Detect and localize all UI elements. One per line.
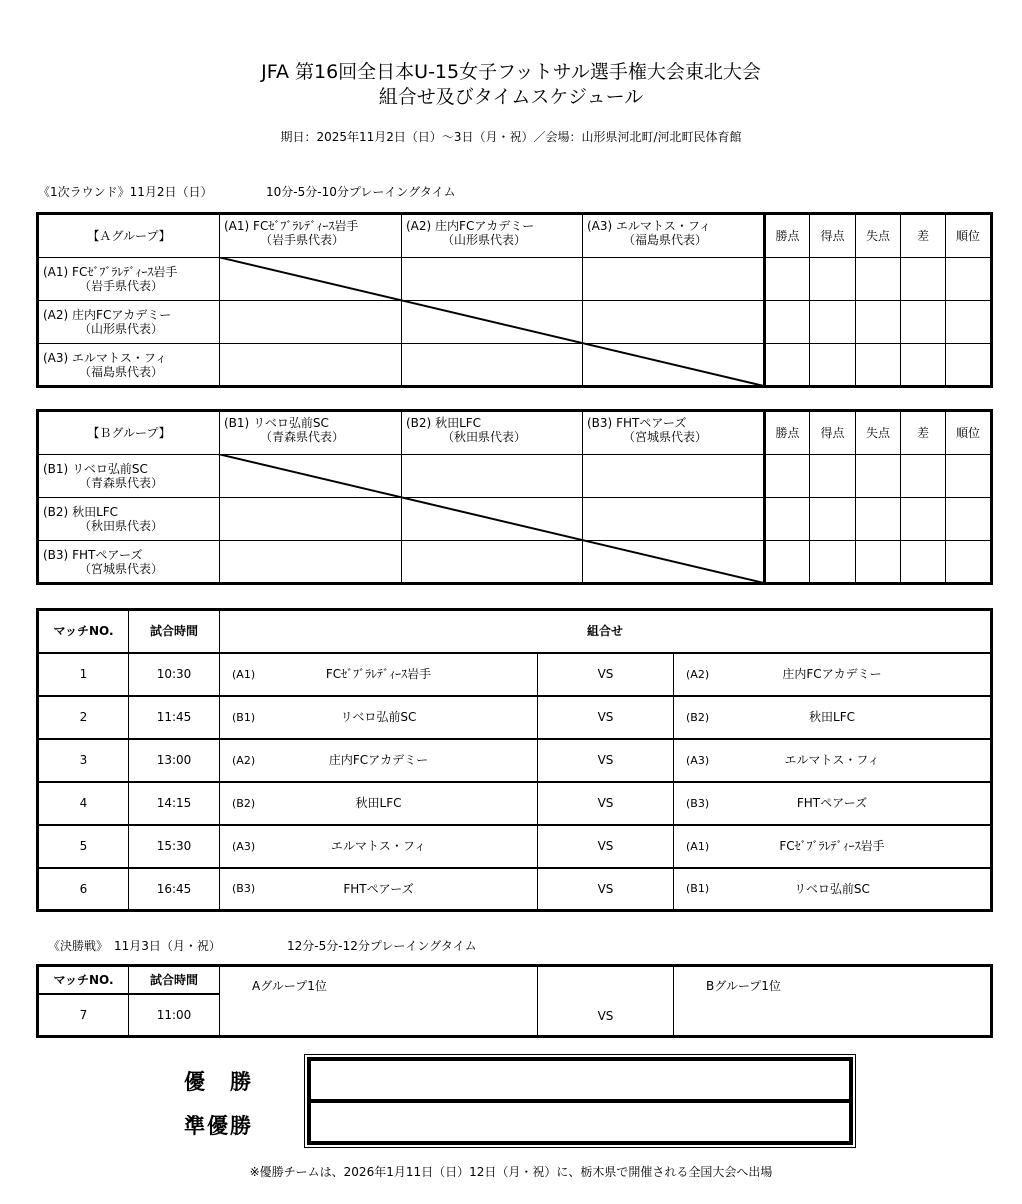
match-no: 5 [38, 825, 129, 868]
stat-header-difference: 差 [901, 214, 946, 258]
home-team-code: (B1) [232, 710, 256, 724]
match-no: 1 [38, 653, 129, 696]
stat-cell[interactable] [856, 455, 901, 498]
stat-header-goals-against: 失点 [856, 411, 901, 455]
away-team-code: (A1) [686, 839, 710, 853]
home-team-code: (B3) [232, 882, 256, 896]
group-b-diagonal-line [218, 454, 764, 585]
away-team [674, 653, 992, 696]
match-time: 14:15 [129, 782, 220, 825]
match-no: 6 [38, 868, 129, 911]
group-a-col-team-2: (A2) 庄内FCアカデミー （山形県代表） [402, 214, 583, 258]
home-team [220, 868, 538, 911]
stat-header-goals-against: 失点 [856, 214, 901, 258]
stat-cell[interactable] [810, 344, 856, 387]
away-team-name: エルマトス・フィ [784, 753, 880, 767]
away-team-name: FHTペアーズ [796, 796, 868, 810]
group-b-row-team-3: (B3) FHTペアーズ （宮城県代表） [38, 541, 220, 584]
final-header-match-no: マッチNO. [38, 966, 129, 994]
match-row [38, 739, 992, 782]
stat-cell[interactable] [810, 541, 856, 584]
away-team [674, 868, 992, 911]
vs-label: VS [538, 739, 674, 782]
home-team-code: (A3) [232, 839, 256, 853]
home-team [220, 825, 538, 868]
vs-label: VS [538, 868, 674, 911]
stat-cell[interactable] [765, 258, 810, 301]
stat-cell[interactable] [765, 344, 810, 387]
stat-header-rank: 順位 [946, 214, 992, 258]
group-b-title: 【Ｂグループ】 [38, 411, 220, 455]
header-match-time: 試合時間 [129, 610, 220, 653]
stat-cell[interactable] [765, 301, 810, 344]
stat-cell[interactable] [946, 301, 992, 344]
stat-header-points: 勝点 [765, 411, 810, 455]
group-a-row-team-1: (A1) FCｾﾞﾌﾞﾗﾚﾃﾞｨｰｽ岩手 （岩手県代表） [38, 258, 220, 301]
stat-cell[interactable] [901, 541, 946, 584]
stat-cell[interactable] [810, 455, 856, 498]
stat-cell[interactable] [901, 344, 946, 387]
match-row [38, 825, 992, 868]
event-info: 期日：2025年11月2日（日）～3日（月・祝）／会場：山形県河北町/河北町民体育館 [280, 130, 742, 144]
match-time: 13:00 [129, 739, 220, 782]
home-team-name: FCｾﾞﾌﾞﾗﾚﾃﾞｨｰｽ岩手 [325, 667, 432, 681]
vs-label: VS [538, 696, 674, 739]
home-team-code: (A2) [232, 753, 256, 767]
home-team [220, 782, 538, 825]
final-match-no: 7 [38, 994, 129, 1037]
stat-cell[interactable] [946, 498, 992, 541]
stat-cell[interactable] [810, 258, 856, 301]
match-time: 11:45 [129, 696, 220, 739]
page-title: JFA 第16回全日本U-15女子フットサル選手権大会東北大会 [261, 61, 761, 83]
group-b-col-team-2: (B2) 秋田LFC （秋田県代表） [402, 411, 583, 455]
final-label: 《決勝戦》 11月3日（月・祝） [48, 939, 221, 953]
stat-cell[interactable] [765, 498, 810, 541]
stat-cell[interactable] [901, 258, 946, 301]
group-b-col-team-1: (B1) リベロ弘前SC （青森県代表） [220, 411, 402, 455]
home-team [220, 739, 538, 782]
stat-cell[interactable] [901, 301, 946, 344]
stat-cell[interactable] [856, 541, 901, 584]
winner-label: 優 勝 [184, 1070, 253, 1094]
group-a-row-team-3: (A3) エルマトス・フィ （福島県代表） [38, 344, 220, 387]
header-match-no: マッチNO. [38, 610, 129, 653]
round1-playing-time: 10分-5分-10分プレーイングタイム [266, 185, 456, 199]
round1-label: 《1次ラウンド》11月2日（日） [38, 185, 213, 199]
stat-cell[interactable] [856, 498, 901, 541]
stat-cell[interactable] [901, 498, 946, 541]
home-team-name: 秋田LFC [355, 796, 402, 810]
group-a-row-team-2: (A2) 庄内FCアカデミー （山形県代表） [38, 301, 220, 344]
vs-label: VS [538, 825, 674, 868]
home-team-code: (A1) [232, 667, 256, 681]
stat-header-goals-for: 得点 [810, 411, 856, 455]
final-header-match-time: 試合時間 [129, 966, 220, 994]
away-team-code: (B2) [686, 710, 710, 724]
match-time: 15:30 [129, 825, 220, 868]
group-b-row-team-1: (B1) リベロ弘前SC （青森県代表） [38, 455, 220, 498]
winner-field[interactable] [311, 1061, 849, 1099]
match-no: 3 [38, 739, 129, 782]
stat-cell[interactable] [765, 541, 810, 584]
match-row [38, 696, 992, 739]
match-row [38, 782, 992, 825]
away-team-name: 庄内FCアカデミー [782, 667, 882, 681]
stat-cell[interactable] [946, 258, 992, 301]
stat-header-rank: 順位 [946, 411, 992, 455]
away-team [674, 696, 992, 739]
footnote: ※優勝チームは、2026年1月11日（日）12日（月・祝）に、栃木県で開催される全国大会へ出場 [249, 1165, 773, 1179]
group-a-title: 【Ａグループ】 [38, 214, 220, 258]
stat-cell[interactable] [901, 455, 946, 498]
final-vs: VS [538, 966, 674, 1037]
runner-up-field[interactable] [311, 1103, 849, 1141]
stat-header-difference: 差 [901, 411, 946, 455]
group-a-col-team-1: (A1) FCｾﾞﾌﾞﾗﾚﾃﾞｨｰｽ岩手 （岩手県代表） [220, 214, 402, 258]
runner-up-label: 準優勝 [184, 1114, 253, 1138]
final-away-team: Bグループ1位 [674, 966, 992, 1037]
stat-cell[interactable] [946, 344, 992, 387]
away-team-code: (A3) [686, 753, 710, 767]
away-team-name: FCｾﾞﾌﾞﾗﾚﾃﾞｨｰｽ岩手 [779, 839, 885, 853]
home-team-name: リベロ弘前SC [340, 710, 417, 724]
home-team-code: (B2) [232, 796, 256, 810]
away-team-name: 秋田LFC [809, 710, 855, 724]
page-subtitle: 組合せ及びタイムスケジュール [378, 86, 644, 108]
home-team-name: 庄内FCアカデミー [328, 753, 429, 767]
home-team [220, 653, 538, 696]
stat-cell[interactable] [856, 258, 901, 301]
stat-cell[interactable] [946, 455, 992, 498]
vs-label: VS [538, 653, 674, 696]
header-pairing: 組合せ [220, 610, 992, 653]
stat-header-points: 勝点 [765, 214, 810, 258]
final-match-time: 11:00 [129, 994, 220, 1037]
final-playing-time: 12分-5分-12分プレーイングタイム [287, 939, 477, 953]
stat-header-goals-for: 得点 [810, 214, 856, 258]
away-team-name: リベロ弘前SC [794, 881, 870, 896]
stat-cell[interactable] [810, 301, 856, 344]
away-team-code: (B3) [686, 796, 710, 810]
group-b-col-team-3: (B3) FHTペアーズ （宮城県代表） [583, 411, 765, 455]
match-no: 4 [38, 782, 129, 825]
home-team-name: FHTペアーズ [343, 881, 414, 896]
group-a-col-team-3: (A3) エルマトス・フィ （福島県代表） [583, 214, 765, 258]
match-row [38, 868, 992, 911]
away-team [674, 825, 992, 868]
stat-cell[interactable] [856, 301, 901, 344]
away-team [674, 739, 992, 782]
stat-cell[interactable] [765, 455, 810, 498]
final-table [36, 964, 993, 1038]
match-schedule-table [36, 608, 993, 912]
match-row [38, 653, 992, 696]
away-team-code: (B1) [686, 882, 710, 896]
stat-cell[interactable] [856, 344, 901, 387]
final-home-team: Aグループ1位 [220, 966, 538, 1037]
match-no: 2 [38, 696, 129, 739]
home-team [220, 696, 538, 739]
match-time: 10:30 [129, 653, 220, 696]
match-time: 16:45 [129, 868, 220, 911]
stat-cell[interactable] [946, 541, 992, 584]
home-team-name: エルマトス・フィ [331, 839, 426, 853]
group-a-diagonal-line [218, 257, 764, 388]
away-team [674, 782, 992, 825]
vs-label: VS [538, 782, 674, 825]
group-b-row-team-2: (B2) 秋田LFC （秋田県代表） [38, 498, 220, 541]
away-team-code: (A2) [686, 667, 710, 681]
stat-cell[interactable] [810, 498, 856, 541]
